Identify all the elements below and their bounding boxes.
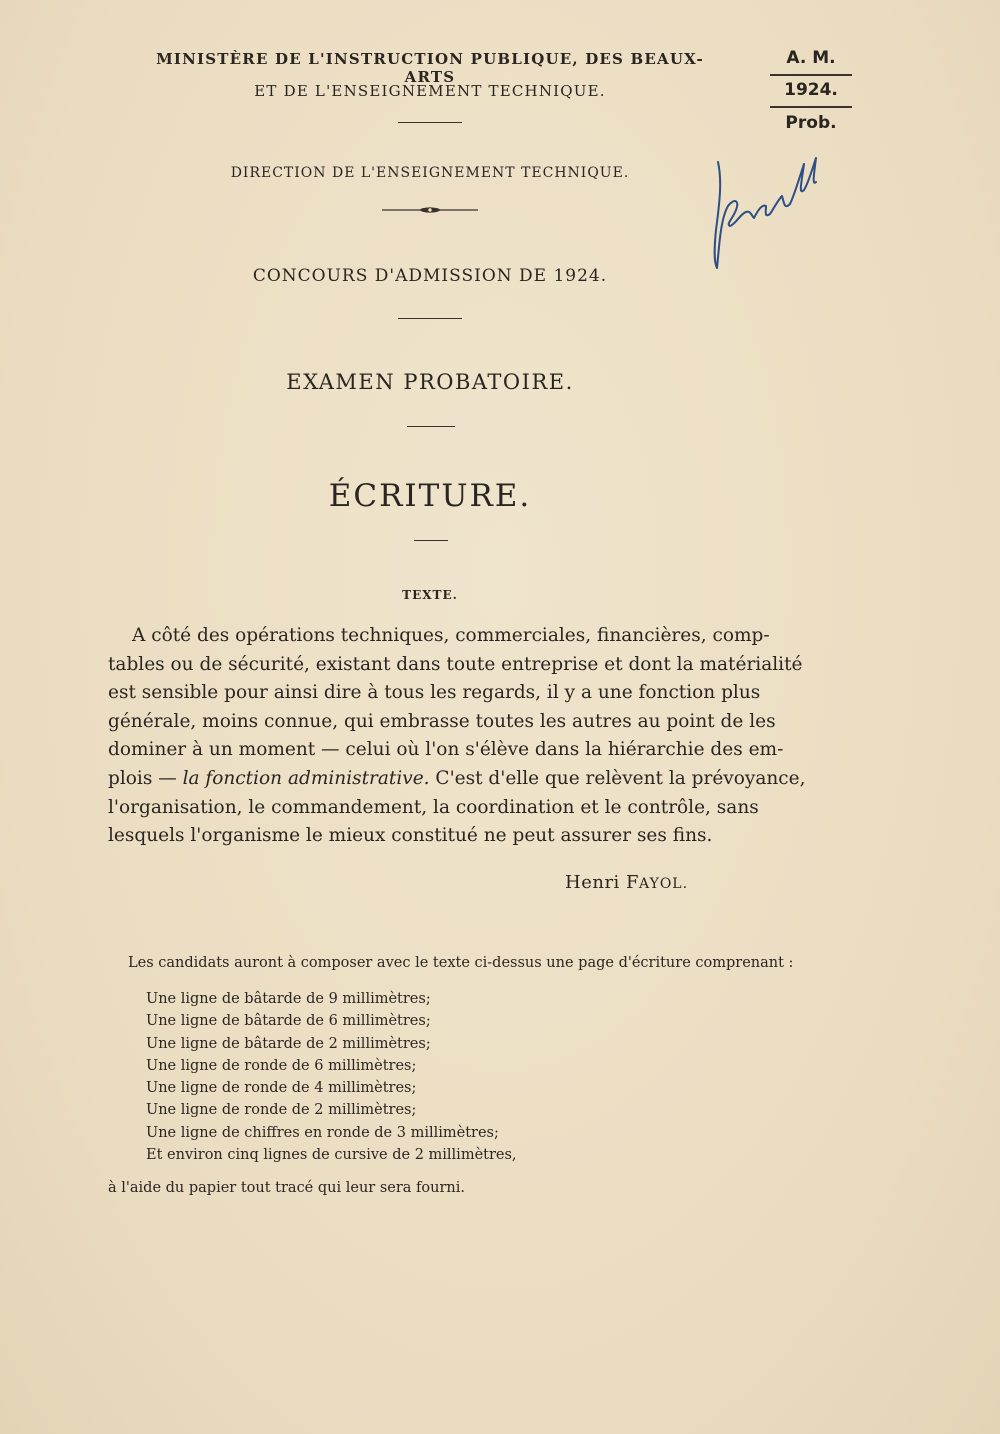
author-signature	[565, 872, 688, 893]
passage-line: A côté des opérations techniques, commerciales, financières, comp-	[132, 625, 770, 646]
passage-line: lesquels l'organisme le mieux constitué ne peut assurer ses fins.	[108, 825, 713, 847]
list-item: Une ligne de bâtarde de 9 millimètres;	[146, 991, 431, 1007]
italic-phrase: la fonction administrative.	[182, 767, 430, 789]
passage-line	[108, 765, 806, 794]
passage-fragment: C'est d'elle que relèvent la prévoyance,	[429, 767, 806, 789]
direction-heading: DIRECTION DE L'ENSEIGNEMENT TECHNIQUE.	[230, 165, 630, 181]
section-rule-1	[398, 318, 462, 319]
passage-fragment: plois —	[108, 767, 183, 789]
list-item: Une ligne de ronde de 2 millimètres;	[146, 1102, 417, 1119]
instructions-intro: Les candidats auront à composer avec le texte ci-dessus une page d'écriture comprenant :	[128, 955, 794, 971]
passage-line: générale, moins connue, qui embrasse toutes les autres au point de les	[108, 710, 776, 732]
passage-line: tables ou de sécurité, existant dans toute entreprise et dont la matérialité	[108, 653, 803, 675]
reference-year: 1924.	[784, 80, 838, 100]
passage-text	[108, 622, 806, 851]
list-item: Une ligne de bâtarde de 2 millimètres;	[146, 1035, 431, 1052]
passage-line: dominer à un moment — celui où l'on s'élève dans la hiérarchie des em-	[108, 739, 784, 761]
author-last-name: FAYOL.	[626, 872, 689, 893]
section-rule-2	[407, 426, 455, 427]
list-item: Et environ cinq lignes de cursive de 2 millimètres,	[146, 1147, 517, 1164]
text-label: TEXTE.	[402, 588, 458, 602]
author-first-name: Henri	[565, 872, 620, 893]
section-rule-3	[414, 540, 448, 541]
reference-type: Prob.	[785, 113, 837, 133]
header-rule	[398, 122, 462, 123]
list-item: Une ligne de chiffres en ronde de 3 millimètres;	[146, 1124, 499, 1141]
reference-code: A. M.	[786, 48, 836, 68]
handwritten-signature	[700, 140, 830, 280]
subject-title: ÉCRITURE.	[328, 478, 532, 514]
concours-heading: CONCOURS D'ADMISSION DE 1924.	[252, 266, 608, 286]
reference-rule-2	[770, 106, 852, 108]
ornamental-divider	[380, 204, 480, 216]
passage-line: est sensible pour ainsi dire à tous les regards, il y a une fonction plus	[108, 682, 761, 704]
ministry-line-1: MINISTÈRE DE L'INSTRUCTION PUBLIQUE, DES BEAUX-ARTS	[156, 50, 704, 86]
ministry-line-2: ET DE L'ENSEIGNEMENT TECHNIQUE.	[254, 82, 606, 100]
passage-line: l'organisation, le commandement, la coordination et le contrôle, sans	[108, 796, 759, 818]
list-item: Une ligne de ronde de 6 millimètres;	[146, 1057, 417, 1074]
instructions-closing: à l'aide du papier tout tracé qui leur sera fourni.	[108, 1180, 465, 1196]
reference-rule-1	[770, 74, 852, 76]
list-item: Une ligne de bâtarde de 6 millimètres;	[146, 1013, 431, 1030]
exam-heading: EXAMEN PROBATOIRE.	[286, 370, 574, 394]
instructions-list	[146, 988, 517, 1166]
list-item: Une ligne de ronde de 4 millimètres;	[146, 1080, 417, 1097]
